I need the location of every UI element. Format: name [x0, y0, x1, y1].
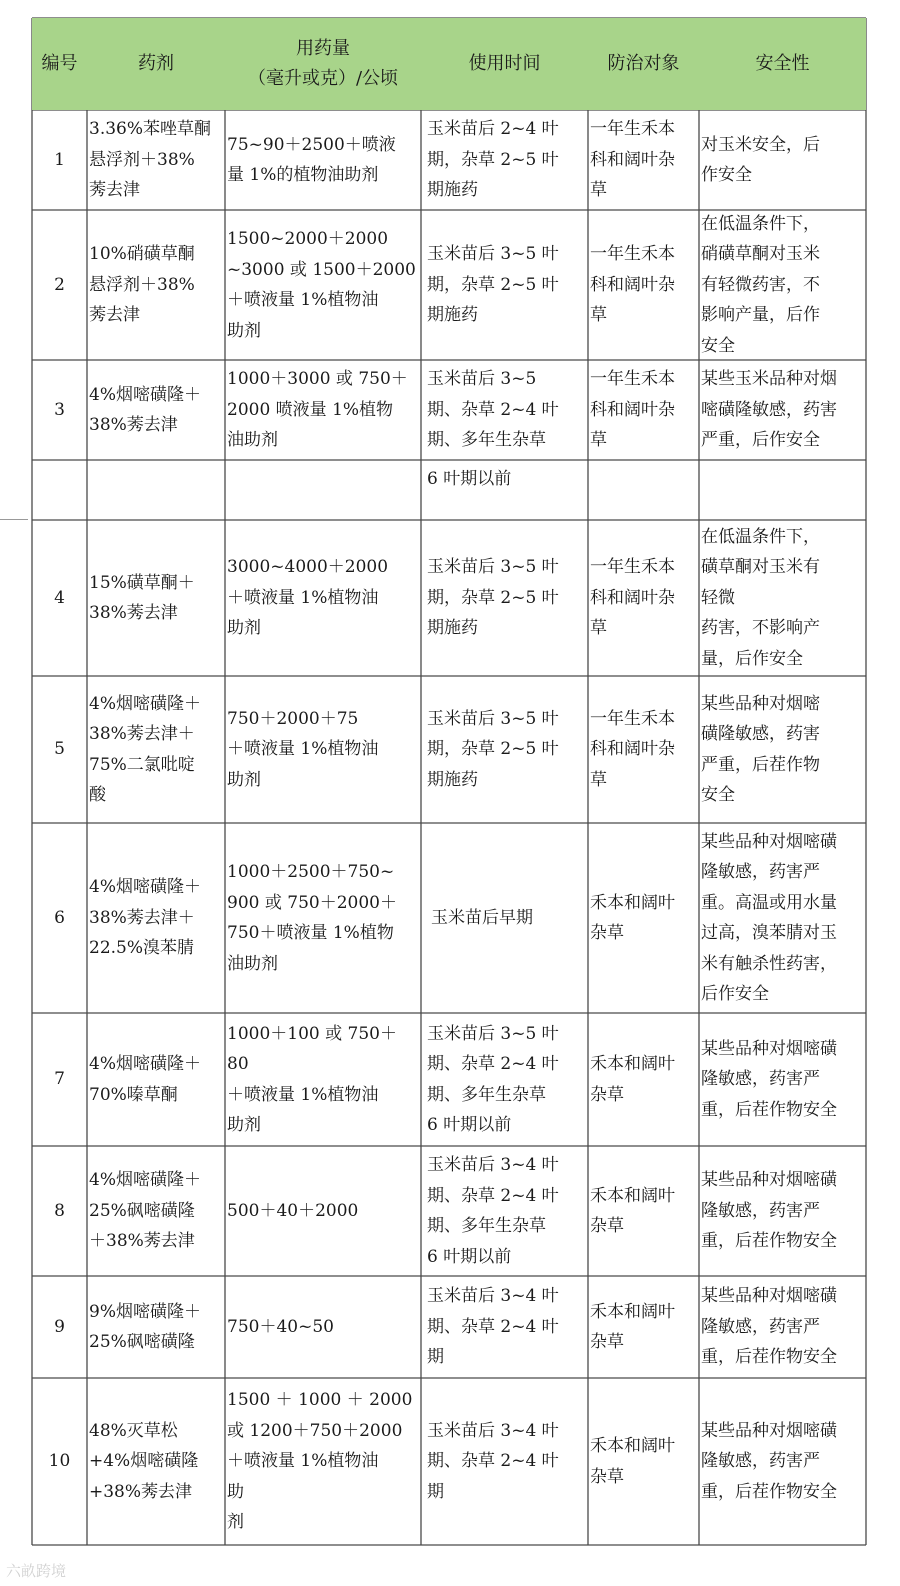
safety-cell-line: 某些品种对烟嘧磺 — [701, 1170, 837, 1191]
timing-cell-line: 玉米苗后 3~4 叶 — [427, 1155, 559, 1175]
safety-cell-line: 后作安全 — [701, 984, 769, 1004]
row-number: 1 — [54, 149, 65, 170]
target-cell-line: 杂草 — [590, 923, 624, 943]
agent-cell-line: 10%硝磺草酮 — [89, 244, 195, 265]
watermark-text: 六畝跨境 — [6, 1562, 67, 1580]
timing-cell-text — [427, 1150, 559, 1272]
target-cell-line: 科和阔叶杂 — [590, 399, 675, 420]
timing-cell-line: 期、多年生杂草 — [427, 430, 546, 451]
agent-cell-line: 悬浮剂＋38% — [89, 149, 195, 170]
dosage-cell-line: ＋喷液量 1%植物油 — [227, 1451, 379, 1472]
dosage-cell-text — [227, 1312, 334, 1343]
dosage-cell-line: 助剂 — [227, 1115, 261, 1135]
safety-cell — [699, 676, 866, 823]
timing-cell-line: 6 叶期以前 — [427, 1246, 512, 1267]
safety-cell-line: 在低温条件下， — [701, 213, 820, 234]
timing-cell-text — [427, 552, 559, 644]
agent-cell-line: 70%嗪草酮 — [89, 1084, 178, 1105]
dosage-cell-line: ＋喷液量 1%植物油 — [227, 739, 379, 760]
header-dosage — [225, 18, 421, 110]
safety-cell-line: 米有触杀性药害， — [701, 953, 837, 974]
dosage-cell-text — [227, 1019, 397, 1141]
timing-cell — [421, 1146, 588, 1276]
safety-cell-line: 某些品种对烟嘧磺 — [701, 1420, 837, 1441]
safety-cell-text — [701, 827, 837, 1010]
dosage-cell-line: 500＋40＋2000 — [227, 1200, 359, 1221]
timing-cell-line: 期，杂草 2~5 叶 — [427, 739, 559, 760]
agent-cell-line: 22.5%溴苯腈 — [89, 938, 195, 959]
safety-cell-line: 重，后茬作物安全 — [701, 1481, 837, 1502]
page-divider-stub — [0, 519, 28, 520]
target-cell-text — [590, 552, 675, 644]
target-cell-text — [590, 1049, 675, 1110]
agent-cell-text — [89, 1165, 201, 1257]
target-cell — [588, 676, 699, 823]
agent-cell-line: 悬浮剂＋38% — [89, 274, 195, 295]
agent-cell — [87, 1146, 225, 1276]
safety-cell-line: 轻微 — [701, 587, 735, 608]
agent-cell — [87, 676, 225, 823]
dosage-cell — [225, 1378, 421, 1545]
row-number: 9 — [54, 1316, 65, 1337]
target-cell — [588, 520, 699, 676]
timing-cell-line: 期施药 — [427, 305, 478, 326]
dosage-cell-line: 油助剂 — [227, 953, 278, 974]
target-cell — [588, 1276, 699, 1378]
timing-cell — [421, 210, 588, 360]
safety-cell-line: 隆敏感，药害严 — [701, 1200, 820, 1221]
agent-cell-line: 48%灭草松 — [89, 1420, 178, 1441]
timing-cell-line: 期，杂草 2~5 叶 — [427, 149, 559, 170]
target-cell — [588, 823, 699, 1013]
target-cell-line: 科和阔叶杂 — [590, 587, 675, 608]
timing-cell-line: 期施药 — [427, 769, 478, 790]
timing-cell — [421, 1276, 588, 1378]
timing-cell-line: 玉米苗后 3~5 — [427, 369, 537, 390]
header-safety: 安全性 — [755, 53, 810, 74]
timing-cell-line: 期、多年生杂草 — [427, 1084, 546, 1105]
agent-cell-text — [89, 872, 201, 964]
dosage-cell — [225, 110, 421, 210]
agent-cell-line: 4%烟嘧磺隆＋ — [89, 384, 201, 405]
safety-cell-line: 作安全 — [701, 165, 752, 185]
agent-cell-line: 4%烟嘧磺隆＋ — [89, 877, 201, 898]
target-cell-line: 禾本和阔叶 — [590, 1301, 675, 1322]
dosage-cell-line: 1500 ＋ 1000 ＋ 2000 — [227, 1390, 413, 1411]
safety-cell-text — [701, 1416, 837, 1508]
row-number: 8 — [54, 1200, 65, 1221]
target-cell-line: 科和阔叶杂 — [590, 739, 675, 760]
timing-cell — [421, 110, 588, 210]
agent-cell-text — [89, 1049, 201, 1110]
safety-cell-line: 重。高温或用水量 — [701, 892, 837, 913]
safety-cell-line: 重，后茬作物安全 — [701, 1231, 837, 1252]
header-target: 防治对象 — [607, 53, 680, 74]
safety-cell-text — [701, 210, 820, 360]
dosage-cell-line: 2000 喷液量 1%植物 — [227, 399, 394, 420]
row-number: 4 — [54, 587, 65, 608]
dosage-cell-text — [227, 704, 378, 796]
target-cell — [588, 1013, 699, 1146]
dosage-cell-line: 80 — [227, 1054, 249, 1074]
dosage-cell — [225, 823, 421, 1013]
agent-cell-line: 15%磺草酮＋ — [89, 572, 195, 593]
timing-cell-text — [427, 114, 559, 206]
dosage-cell-line: 剂 — [227, 1512, 244, 1533]
agent-cell — [87, 1276, 225, 1378]
timing-cell-text — [427, 239, 559, 331]
dosage-cell-line: ~3000 或 1500＋2000 — [227, 259, 416, 280]
target-cell-line: 一年生禾本 — [590, 708, 675, 729]
agent-cell-line: 38%莠去津＋ — [89, 907, 195, 928]
agent-cell-line: 38%莠去津 — [89, 415, 178, 435]
agent-cell — [87, 823, 225, 1013]
safety-cell-text — [701, 689, 820, 811]
target-cell-line: 杂草 — [590, 1332, 624, 1352]
row-number: 7 — [54, 1069, 65, 1090]
safety-cell — [699, 1146, 866, 1276]
dosage-cell-line: 1000＋100 或 750＋ — [227, 1023, 397, 1044]
dosage-cell-line: ＋喷液量 1%植物油 — [227, 587, 379, 608]
agent-cell-line: 4%烟嘧磺隆＋ — [89, 693, 201, 714]
agent-cell-line: ＋38%莠去津 — [89, 1231, 195, 1252]
dosage-cell-text — [227, 1385, 412, 1538]
dosage-cell — [225, 520, 421, 676]
agent-cell-line: 4%烟嘧磺隆＋ — [89, 1054, 201, 1074]
header-agent: 药剂 — [138, 53, 174, 74]
dosage-cell — [225, 1276, 421, 1378]
dosage-cell-line: 助 — [227, 1481, 244, 1502]
safety-cell-line: 某些品种对烟嘧 — [701, 693, 820, 714]
safety-cell — [699, 360, 866, 460]
timing-cell-line: 玉米苗后 3~4 叶 — [427, 1286, 559, 1307]
timing-cell-text — [427, 364, 559, 456]
safety-cell-text — [701, 1165, 837, 1257]
timing-cell-line: 玉米苗后 2~4 叶 — [427, 119, 559, 140]
dosage-cell — [225, 360, 421, 460]
agent-cell-line: 25%砜嘧磺隆 — [89, 1332, 195, 1352]
target-cell-line: 草 — [590, 430, 607, 451]
timing-cell — [421, 1378, 588, 1545]
agent-cell-line: +38%莠去津 — [89, 1481, 193, 1502]
target-cell-line: 禾本和阔叶 — [590, 1436, 675, 1456]
safety-cell — [699, 1013, 866, 1146]
agent-cell-line: 25%砜嘧磺隆 — [89, 1200, 195, 1221]
agent-cell-line: 3.36%苯唑草酮 — [89, 119, 212, 140]
agent-cell-text — [89, 239, 195, 331]
safety-cell-line: 硝磺草酮对玉米 — [701, 244, 820, 265]
safety-cell-line: 严重，后作安全 — [701, 430, 820, 451]
row-number: 3 — [54, 399, 65, 420]
safety-cell-line: 隆敏感，药害严 — [701, 1069, 820, 1090]
target-cell-text — [590, 364, 675, 456]
agent-cell — [87, 210, 225, 360]
dosage-cell-line: 助剂 — [227, 769, 261, 790]
timing-cell-text — [427, 1019, 559, 1141]
timing-cell-line: 期、多年生杂草 — [427, 1216, 546, 1236]
safety-cell-text — [701, 1034, 837, 1126]
safety-cell-text — [701, 522, 820, 675]
target-cell-line: 一年生禾本 — [590, 557, 675, 578]
timing-cell-line: 玉米苗后早期 — [431, 907, 533, 928]
safety-cell-line: 隆敏感，药害严 — [701, 1316, 820, 1337]
target-cell-line: 禾本和阔叶 — [590, 1185, 675, 1206]
agent-cell — [87, 360, 225, 460]
target-cell — [588, 1378, 699, 1545]
header-timing: 使用时间 — [468, 53, 541, 74]
safety-cell — [699, 823, 866, 1013]
row-number: 2 — [54, 274, 65, 295]
dosage-cell-line: 900 或 750＋2000＋ — [227, 892, 397, 913]
target-cell-text — [590, 704, 675, 796]
safety-cell-line: 严重，后茬作物 — [701, 754, 820, 775]
agent-cell-text — [89, 1297, 201, 1358]
agent-cell — [87, 110, 225, 210]
timing-cell-line: 玉米苗后 3~5 叶 — [427, 244, 559, 265]
dosage-cell — [225, 210, 421, 360]
agent-cell-text — [89, 114, 211, 206]
timing-cell — [421, 360, 588, 460]
dosage-cell — [225, 1146, 421, 1276]
dosage-cell-line: 1000＋3000 或 750＋ — [227, 369, 408, 390]
row-number: 10 — [48, 1451, 71, 1472]
safety-cell — [699, 210, 866, 360]
safety-cell-text — [701, 1281, 837, 1373]
safety-cell-line: 重，后茬作物安全 — [701, 1347, 837, 1368]
target-cell — [588, 360, 699, 460]
timing-cell-text — [427, 704, 559, 796]
dosage-cell-line: 750＋喷液量 1%植物 — [227, 923, 394, 943]
row-number: 6 — [54, 907, 65, 928]
timing-cell-text — [427, 1281, 559, 1373]
target-cell — [588, 210, 699, 360]
safety-cell-line: 某些品种对烟嘧磺 — [701, 1038, 837, 1059]
agent-cell-line: 莠去津 — [89, 180, 140, 201]
safety-cell-line: 安全 — [701, 785, 735, 805]
header-number: 编号 — [41, 53, 78, 74]
timing-cell-line: 玉米苗后 3~5 叶 — [427, 557, 559, 578]
target-cell-line: 禾本和阔叶 — [590, 892, 675, 913]
agent-cell — [87, 1013, 225, 1146]
safety-cell-line: 有轻微药害，不 — [701, 274, 820, 295]
safety-cell-line: 影响产量，后作 — [701, 305, 820, 326]
dosage-cell — [225, 1013, 421, 1146]
safety-cell-line: 隆敏感，药害严 — [701, 862, 820, 882]
safety-cell-line: 某些品种对烟嘧磺 — [701, 831, 837, 852]
dosage-cell-line: 1000＋2500＋750~ — [227, 862, 395, 882]
dosage-cell-text — [227, 130, 396, 191]
header-dosage-dose-line2: （毫升或克）/公顷 — [247, 68, 399, 89]
safety-cell — [699, 1378, 866, 1545]
dosage-cell-text — [227, 364, 408, 456]
safety-cell-text — [701, 364, 837, 456]
safety-cell-line: 量，后作安全 — [701, 648, 803, 669]
timing-cell-line: 期、杂草 2~4 叶 — [427, 1054, 559, 1074]
agent-cell-text — [89, 568, 195, 629]
timing-cell-line: 期、杂草 2~4 叶 — [427, 1451, 559, 1472]
timing-cell-text — [427, 1416, 559, 1508]
agent-cell-line: 9%烟嘧磺隆＋ — [89, 1301, 201, 1322]
agent-cell-text — [89, 380, 201, 441]
agent-cell-text — [89, 1416, 198, 1508]
timing-cell-line: 期、杂草 2~4 叶 — [427, 399, 559, 420]
safety-cell-line: 嘧磺隆敏感，药害 — [701, 399, 837, 420]
target-cell-text — [590, 239, 675, 331]
agent-cell-line: 75%二氯吡啶 — [89, 754, 195, 775]
dosage-cell-line: 1500~2000＋2000 — [227, 229, 389, 249]
agent-cell-line: +4%烟嘧磺隆 — [89, 1451, 199, 1472]
dosage-cell-line: 或 1200＋750＋2000 — [227, 1420, 403, 1441]
timing-cell-line: 玉米苗后 3~4 叶 — [427, 1420, 559, 1441]
timing-cell-text — [427, 903, 533, 934]
target-cell-line: 草 — [590, 305, 607, 326]
safety-cell-line: 对玉米安全，后 — [701, 134, 820, 155]
safety-cell — [699, 110, 866, 210]
target-cell-line: 一年生禾本 — [590, 244, 675, 265]
header-dosage-dose-line1: 用药量 — [296, 38, 350, 59]
agent-cell-line: 38%莠去津 — [89, 603, 178, 623]
row-number: 5 — [54, 739, 65, 760]
target-cell-line: 杂草 — [590, 1466, 624, 1487]
timing-cell-line: 期、杂草 2~4 叶 — [427, 1185, 559, 1206]
timing-cell-line: 期施药 — [427, 180, 478, 201]
safety-cell-line: 过高，溴苯腈对玉 — [701, 923, 837, 943]
timing-cell — [421, 520, 588, 676]
dosage-cell-line: 油助剂 — [227, 430, 278, 451]
agent-cell-line: 4%烟嘧磺隆＋ — [89, 1170, 201, 1191]
dosage-cell-line: 3000~4000＋2000 — [227, 557, 389, 578]
safety-cell-text — [701, 130, 820, 191]
timing-cell-line: 6 叶期以前 — [427, 1115, 512, 1135]
dosage-cell-line: 750＋2000＋75 — [227, 708, 359, 729]
safety-cell-line: 重，后茬作物安全 — [701, 1099, 837, 1120]
target-cell — [588, 1146, 699, 1276]
target-cell-line: 禾本和阔叶 — [590, 1054, 675, 1074]
dosage-cell-line: 750＋40~50 — [227, 1316, 334, 1337]
timing-cell — [421, 1013, 588, 1146]
agent-cell — [87, 520, 225, 676]
target-cell-line: 科和阔叶杂 — [590, 274, 675, 295]
target-cell-line: 草 — [590, 180, 607, 201]
target-cell-text — [590, 114, 675, 206]
safety-cell-line: 在低温条件下， — [701, 526, 820, 547]
safety-cell-line: 磺隆敏感，药害 — [701, 724, 820, 744]
target-cell-line: 草 — [590, 769, 607, 790]
safety-cell-line: 磺草酮对玉米有 — [701, 557, 820, 578]
target-cell-line: 科和阔叶杂 — [590, 149, 675, 170]
timing-cell — [421, 676, 588, 823]
agent-cell-line: 莠去津 — [89, 305, 140, 326]
timing-cell-line: 期 — [427, 1481, 444, 1502]
dosage-cell-line: 量 1%的植物油助剂 — [227, 165, 379, 185]
safety-cell-line: 药害，不影响产 — [701, 618, 820, 639]
dosage-cell-line: 75~90＋2500＋喷液 — [227, 134, 396, 155]
timing-cell-line: 玉米苗后 3~5 叶 — [427, 1023, 559, 1044]
target-cell — [588, 110, 699, 210]
safety-cell-line: 某些玉米品种对烟 — [701, 369, 837, 390]
safety-cell-line: 某些品种对烟嘧磺 — [701, 1286, 837, 1307]
timing-cell-extra: 6 叶期以前 — [427, 469, 512, 489]
timing-cell-line: 玉米苗后 3~5 叶 — [427, 708, 559, 729]
safety-cell-line: 安全 — [701, 335, 735, 356]
timing-cell-line: 期、杂草 2~4 叶 — [427, 1316, 559, 1337]
safety-cell-line: 隆敏感，药害严 — [701, 1451, 820, 1472]
timing-cell-line: 期 — [427, 1347, 444, 1368]
target-cell-line: 草 — [590, 618, 607, 639]
target-cell-text — [590, 1181, 675, 1242]
target-cell-text — [590, 888, 675, 949]
timing-cell — [421, 823, 588, 1013]
safety-cell — [699, 1276, 866, 1378]
dosage-cell-line: 助剂 — [227, 320, 261, 341]
safety-cell — [699, 520, 866, 676]
target-cell-line: 杂草 — [590, 1216, 624, 1236]
target-cell-line: 一年生禾本 — [590, 119, 675, 140]
timing-cell-line: 期施药 — [427, 618, 478, 639]
dosage-cell-text — [227, 224, 416, 346]
timing-cell-line: 期，杂草 2~5 叶 — [427, 274, 559, 295]
agent-cell-text — [89, 689, 201, 811]
dosage-cell-line: ＋喷液量 1%植物油 — [227, 290, 379, 310]
target-cell-text — [590, 1297, 675, 1358]
target-cell-line: 杂草 — [590, 1084, 624, 1105]
agent-cell — [87, 1378, 225, 1545]
dosage-cell-text — [227, 552, 388, 644]
dosage-cell-text — [227, 857, 397, 979]
agent-cell-line: 酸 — [89, 785, 106, 805]
target-cell-text — [590, 1431, 675, 1492]
dosage-cell-text — [227, 1196, 358, 1227]
target-cell-line: 一年生禾本 — [590, 369, 675, 390]
dosage-cell-line: 助剂 — [227, 618, 261, 639]
agent-cell-line: 38%莠去津＋ — [89, 724, 195, 744]
timing-cell-line: 期，杂草 2~5 叶 — [427, 587, 559, 608]
dosage-cell — [225, 676, 421, 823]
dosage-cell-line: ＋喷液量 1%植物油 — [227, 1084, 379, 1105]
